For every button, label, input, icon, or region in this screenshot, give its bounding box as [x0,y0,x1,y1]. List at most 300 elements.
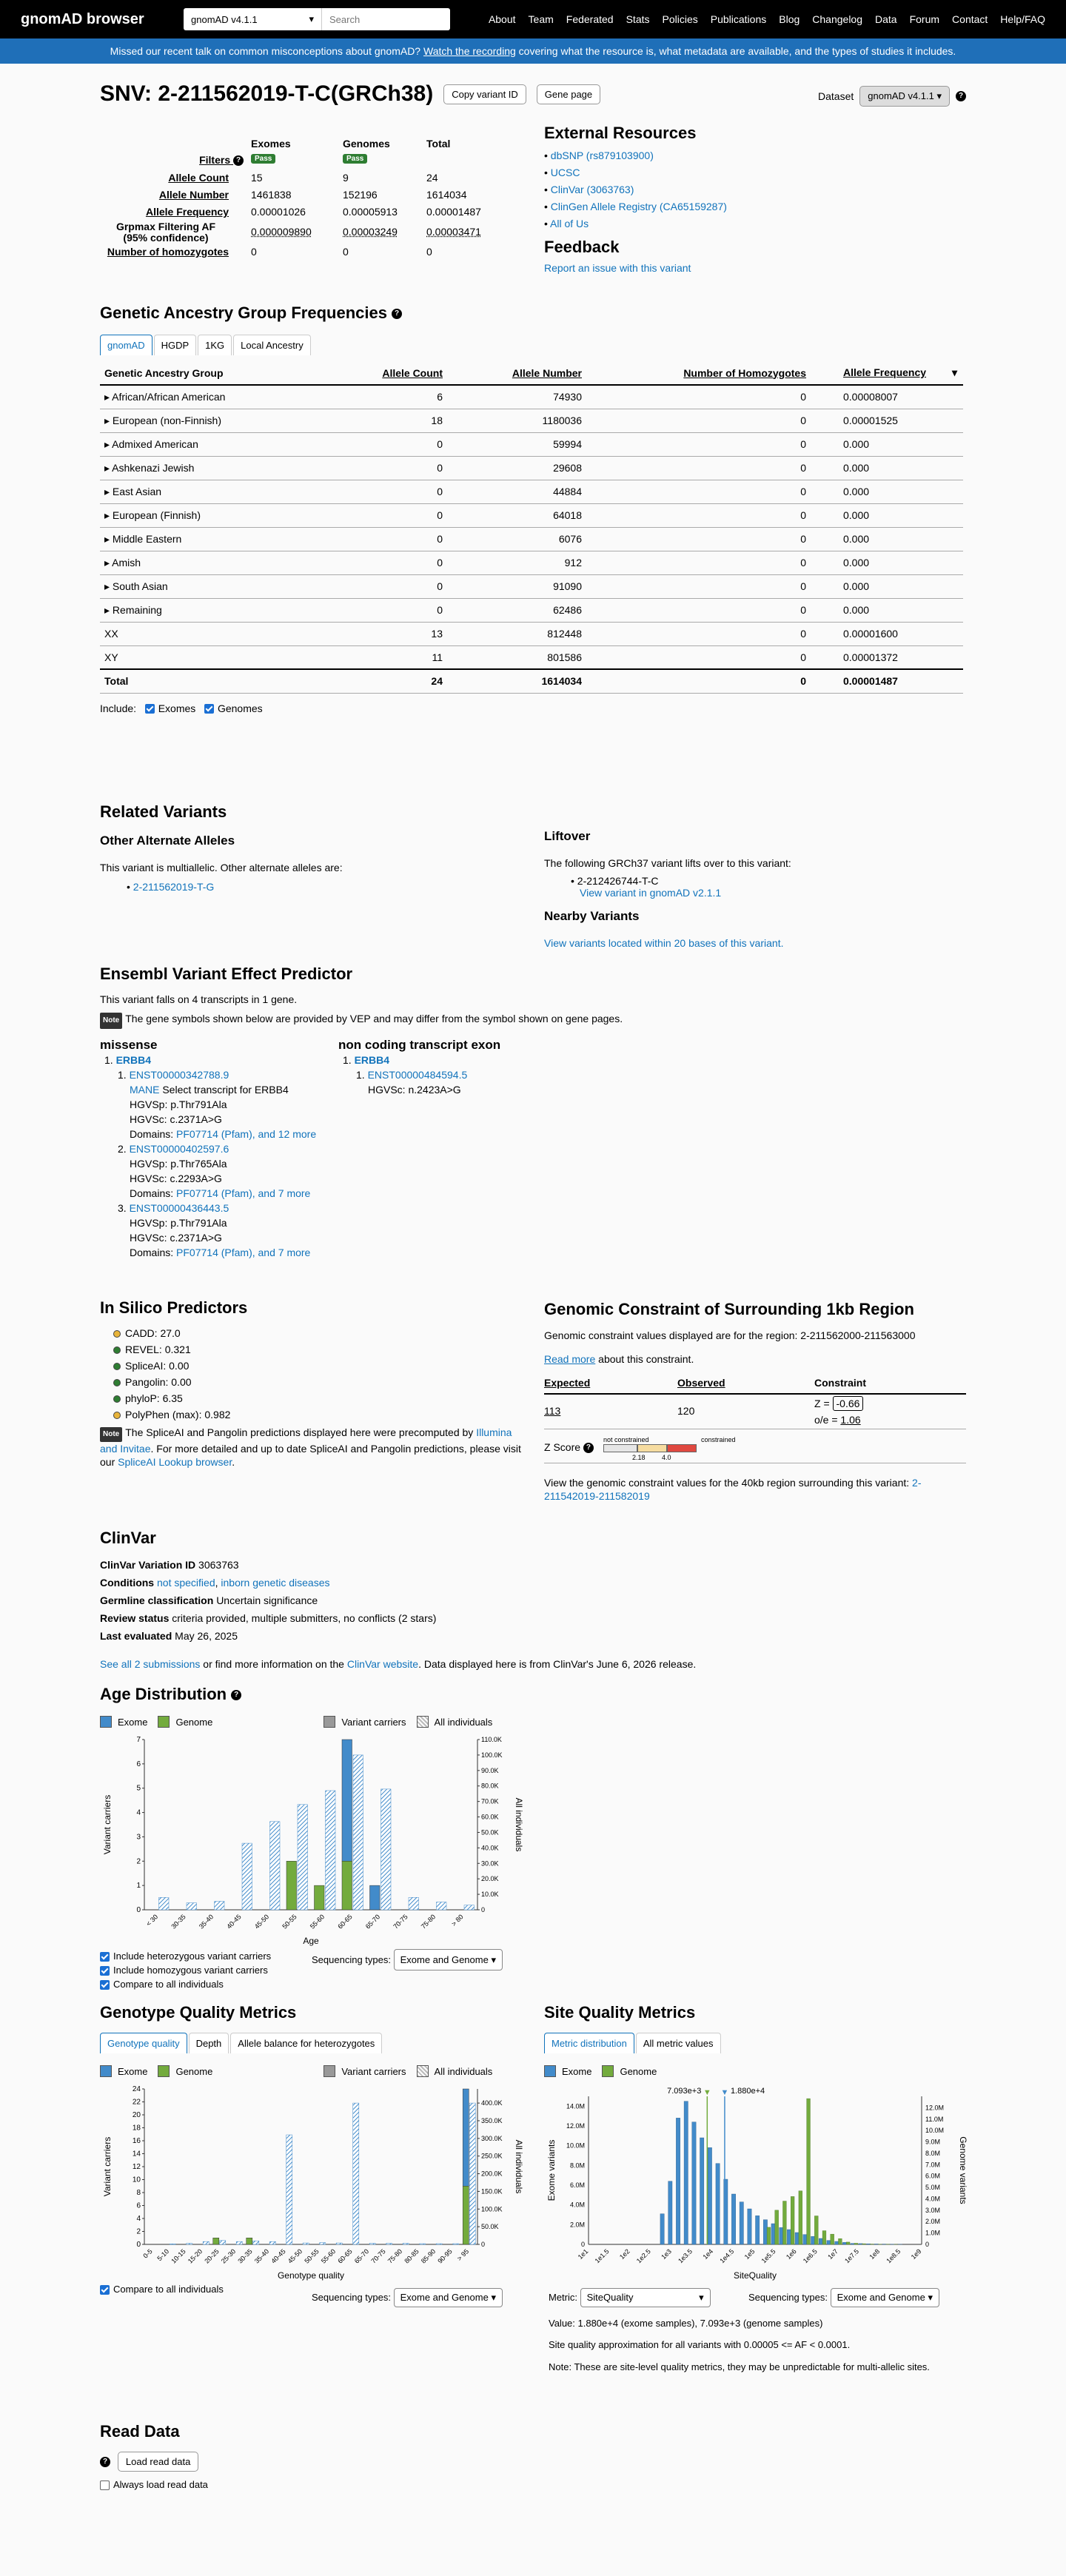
table-cell: 0.00001525 [806,409,963,432]
cell[interactable]: 0.000009890 [251,226,312,238]
x-tick-label: 40-45 [269,2247,287,2265]
related-title: Related Variants [100,802,227,821]
x-tick-label: < 30 [144,1913,160,1928]
clinvar-link[interactable]: ClinVar (3063763) [550,184,634,195]
all-individuals-bar [303,2243,309,2244]
x-tick-label: 1e5 [742,2247,757,2261]
help-icon[interactable]: ? [100,2457,110,2467]
table-cell: 0.000 [806,432,963,456]
domains-label: Domains: [130,1247,177,1258]
x-tick-label: 90-95 [436,2247,454,2265]
all-individuals-bar [437,1902,447,1910]
exome-bar [660,2214,664,2244]
help-icon[interactable]: ? [231,1690,241,1700]
table-cell: 0 [582,480,806,503]
nav-link-team[interactable]: Team [528,13,554,25]
y2-tick-label: 110.0K [481,1736,502,1743]
table-cell: 44884 [443,480,582,503]
conditions-label: Conditions [100,1577,155,1589]
seq-label: Sequencing types: [312,1954,391,1965]
gene-link[interactable]: ERBB4 [115,1054,152,1066]
y2-tick-label: 2.0M [925,2218,941,2226]
table-cell: 0 [582,645,806,669]
noncoding-title: non coding transcript exon [338,1038,501,1052]
germline-label: Germline classification [100,1594,214,1606]
exome-bar [811,2236,815,2244]
nav-link-forum[interactable]: Forum [909,13,940,25]
x-tick-label: 0-5 [141,2247,154,2260]
exome-bar [787,2230,791,2244]
table-cell: 18 [354,409,443,432]
table-cell: 0 [354,527,443,551]
domains-link[interactable]: PF07714 (Pfam), and 12 more [176,1128,317,1140]
constrained-label: constrained [701,1436,736,1443]
transcript-link[interactable]: ENST00000436443.5 [129,1202,229,1214]
y2-tick-label: 50.0K [481,2223,499,2231]
genome-bar [315,1885,325,1910]
x-tick-label: 80-85 [403,2247,420,2265]
expand-icon: ▸ [104,485,113,497]
zscore-label: Z Score ? [544,1441,594,1453]
spliceai-lookup-link[interactable]: SpliceAI Lookup browser [118,1456,232,1468]
banner-link[interactable]: Watch the recording [423,45,516,57]
compare-label: Compare to all individuals [113,2284,224,2295]
y2-tick-label: 20.0K [481,1875,499,1883]
nav-link-stats[interactable]: Stats [626,13,650,25]
help-icon[interactable]: ? [583,1443,594,1453]
y-tick-label: 5 [136,1784,141,1793]
table-row [100,432,963,456]
scale-tick: 4.0 [662,1454,671,1461]
vep-title: Ensembl Variant Effect Predictor [100,965,353,983]
nav-link-contact[interactable]: Contact [952,13,988,25]
feedback-title: Feedback [544,238,620,256]
hgvsp: HGVSp: p.Thr765Ala [130,1158,227,1170]
read-data-section [100,2422,522,2490]
hgvsp: HGVSp: p.Thr791Ala [130,1099,227,1110]
pass-badge-genomes: Pass [343,154,367,164]
all-individuals-bar [270,1822,281,1910]
genotype-quality-section [100,2003,522,2313]
expand-icon: ▸ [104,390,113,403]
table-cell[interactable]: ▸ Ashkenazi Jewish [100,456,354,480]
y2-tick-label: 40.0K [481,1844,499,1852]
cell: 0 [251,246,257,258]
table-cell: 0.00001600 [806,622,963,645]
all-individuals-bar [242,1843,252,1910]
genome-bar [854,2243,858,2244]
genomes-checkbox[interactable] [204,704,214,714]
legend-all: All individuals [434,2065,493,2077]
legend-exome: Exome [118,1716,148,1728]
y2-tick-label: 10.0K [481,1891,499,1899]
cell[interactable]: 0.00003471 [426,226,481,238]
x-axis-label: Age [303,1936,319,1946]
expand-icon: ▸ [104,580,113,592]
observed-value: 120 [677,1405,695,1417]
y-tick-label: 1 [136,1882,141,1891]
legend-all: All individuals [434,1716,493,1728]
heterozygous-checkbox[interactable] [100,1952,110,1962]
exome-swatch [544,2065,556,2077]
condition-link[interactable]: inborn genetic diseases [221,1577,330,1589]
site-logo[interactable]: gnomAD browser [21,10,144,27]
all-of-us-link[interactable]: All of Us [550,218,589,229]
table-cell[interactable]: ▸ European (Finnish) [100,503,354,527]
exome-bar [740,2202,743,2244]
carriers-swatch [324,2065,335,2077]
banner-text: Missed our recent talk on common misconceptions about gnomAD? [110,45,423,57]
domains-link[interactable]: PF07714 (Pfam), and 7 more [176,1247,311,1258]
compare-label: Compare to all individuals [113,1979,224,1990]
x-tick-label: 1e8.5 [885,2247,902,2265]
hgvsc: HGVSc: c.2371A>G [130,1113,222,1125]
y2-tick-label: 3.0M [925,2206,941,2214]
table-cell[interactable]: ▸ European (non-Finnish) [100,409,354,432]
transcript-link[interactable]: ENST00000402597.6 [129,1143,229,1155]
predictor-text: REVEL: 0.321 [125,1344,191,1355]
predictor-text: CADD: 27.0 [125,1327,181,1339]
homozygous-checkbox[interactable] [100,1966,110,1976]
sequencing-select[interactable]: Exome and Genome ▾ [394,1949,503,1970]
legend-exome: Exome [118,2065,148,2077]
y-tick-label: 6 [136,1760,141,1768]
dataset-dropdown[interactable]: gnomAD v4.1.1 ▾ [859,86,950,107]
exomes-checkbox[interactable] [145,704,155,714]
x-tick-label: 60-65 [336,2247,354,2265]
x-tick-label: 25-30 [219,2247,238,2265]
cell[interactable]: 0.00003249 [343,226,398,238]
total-cell: 0 [582,669,806,693]
legend-exome: Exome [562,2065,592,2077]
genome-bar [807,2099,811,2244]
col-genomes: Genomes [343,138,390,150]
y-tick-label: 12 [132,2163,141,2171]
cell: 0 [343,246,349,258]
table-cell: XX [100,622,354,645]
nav-link-blog[interactable]: Blog [779,13,800,25]
table-cell: 0 [582,456,806,480]
age-section [100,1685,522,1991]
table-cell[interactable]: ▸ South Asian [100,574,354,598]
insilico-note-3: . [232,1456,235,1468]
table-row [100,622,963,645]
load-read-data-button[interactable]: Load read data [118,2452,198,2472]
site-quality-section [544,2003,966,2374]
x-tick-label: 30-35 [236,2247,254,2265]
help-icon[interactable]: ? [956,91,966,101]
clingen-link[interactable]: ClinGen Allele Registry (CA65159287) [550,201,727,212]
y2-tick-label: 10.0M [925,2127,945,2135]
gq-sequencing [312,2288,503,2307]
oe-value: o/e = 1.06 [814,1414,861,1426]
table-cell: 0 [582,409,806,432]
transcript-link[interactable]: ENST00000484594.5 [367,1069,468,1081]
x-tick-label: 1e9 [909,2247,923,2261]
tab-hgdp[interactable]: HGDP [154,335,197,355]
nav-link-publications[interactable]: Publications [710,13,767,25]
germline-value: Uncertain significance [216,1594,318,1606]
all-individuals-bar [286,2135,292,2244]
gq-title: Genotype Quality Metrics [100,2003,297,2022]
region-link[interactable]: 2-211542019-211582019 [544,1477,922,1502]
cell: 0 [426,246,432,258]
y-tick-label: 22 [132,2098,141,2107]
gene-link[interactable]: ERBB4 [354,1054,390,1066]
y-tick-label: 0 [136,1906,141,1914]
include-options [100,702,966,714]
y-axis-label: Variant carriers [102,1794,113,1855]
nav-link-about[interactable]: About [488,13,516,25]
clinvar-text: or find more information on the [200,1658,347,1670]
x-tick-label: 45-50 [252,1913,271,1931]
search-input[interactable]: Search [321,8,450,30]
dbsnp-link[interactable]: dbSNP (rs879103900) [550,150,654,161]
metric-select[interactable]: SiteQuality ▾ [580,2288,711,2307]
scale-tick: 2.18 [632,1454,646,1461]
tab-local-ancestry[interactable]: Local Ancestry [233,335,311,355]
liftover-section [544,829,959,949]
sq-sequencing [748,2288,939,2307]
tab-depth[interactable]: Depth [189,2033,229,2053]
y2-tick-label: 0 [481,1906,486,1913]
x-tick-label: > 95 [455,2247,471,2262]
header-allele-frequency[interactable]: Allele Frequency ▾ [806,361,963,385]
table-cell: 0 [582,574,806,598]
compare-checkbox[interactable] [100,2285,110,2295]
predictor-text: PolyPhen (max): 0.982 [125,1409,231,1421]
x-tick-label: 60-65 [336,1913,354,1931]
genome-bar [767,2227,771,2244]
read-more-link[interactable]: Read more [544,1353,596,1365]
exome-bar [463,2089,469,2186]
cell: 15 [251,172,263,184]
review-value: criteria provided, multiple submitters, no conflicts (2 stars) [172,1612,437,1624]
x-tick-label: 40-45 [225,1913,243,1931]
z-score: Z = -0.66 [814,1398,863,1409]
note-badge: Note [100,1427,122,1442]
predictor-item [113,1390,522,1406]
ucsc-link[interactable]: UCSC [550,167,580,178]
exome-bar [700,2138,704,2244]
x-tick-label: 75-80 [386,2247,404,2265]
genome-bar [775,2210,779,2244]
sequencing-select[interactable]: Exome and Genome ▾ [394,2288,503,2307]
x-tick-label: > 80 [450,1913,465,1928]
y-axis-label: Exome variants [546,2139,557,2201]
y2-tick-label: 90.0K [481,1766,499,1774]
exome-swatch [100,1716,112,1728]
alt-allele-link[interactable]: 2-211562019-T-G [133,881,215,893]
table-cell[interactable]: ▸ Middle Eastern [100,527,354,551]
table-cell: 0 [582,385,806,409]
noncoding-column: non coding transcript exon 1. ERBB4 1. ENST00000484594.5 HGVSc: n.2423A>G [338,1038,501,1096]
age-sequencing [312,1949,503,1970]
mane-link[interactable]: MANE [130,1084,160,1096]
missense-title: missense [100,1038,158,1052]
ancestry-section [100,303,966,714]
tab-metric-distribution[interactable]: Metric distribution [544,2033,634,2053]
x-tick-label: 10-15 [170,2247,187,2265]
header-allele-count[interactable]: Allele Count [354,361,443,385]
domains-label: Domains: [130,1128,177,1140]
predictor-item [113,1325,522,1341]
y2-tick-label: 0 [481,2241,486,2248]
sq-tabs [544,2033,966,2053]
all-individuals-bar [409,1897,419,1910]
report-issue-link[interactable]: Report an issue with this variant [544,262,691,274]
ancestry-title: Genetic Ancestry Group Frequencies ? [100,303,966,323]
x-tick-label: 50-55 [303,2247,321,2265]
table-cell: 1180036 [443,409,582,432]
all-swatch [417,2065,429,2077]
age-options [100,1949,522,1991]
x-tick-label: 65-70 [352,2247,371,2265]
help-icon[interactable]: ? [392,309,402,319]
condition-link[interactable]: not specified [157,1577,215,1589]
clinvar-section: ClinVar ClinVar Variation ID 3063763 Conditions not specified, inborn genetic diseases Germline classification Uncertain significance Review status criteria provided, multiple submitters, no conflicts (2 stars) Last evaluated May 26, 2025 See all 2 submissions or find more information on the ClinVar website. Data displayed here is from ClinVar's June 6, 2026 release. [100,1529,966,1673]
nav-link-federated[interactable]: Federated [566,13,614,25]
all-swatch [417,1716,429,1728]
table-cell: 6 [354,385,443,409]
genome-bar [814,2216,818,2244]
banner-text-end: covering what the resource is, what metadata are available, and the types of studies it includes. [515,45,956,57]
genome-bar [247,2238,252,2244]
x-tick-label: 30-35 [170,1913,187,1931]
sq-title: Site Quality Metrics [544,2003,696,2022]
table-cell: 0.00008007 [806,385,963,409]
tab-genotype-quality[interactable]: Genotype quality [100,2033,187,2053]
compare-checkbox[interactable] [100,1980,110,1990]
genome-bar [822,2231,826,2244]
cell: 0.00001487 [426,206,481,218]
nav-link-policies[interactable]: Policies [662,13,698,25]
table-cell: 0 [354,480,443,503]
all-individuals-bar [253,2241,259,2244]
pass-badge-exomes: Pass [251,154,275,164]
x-tick-label: 1e3.5 [677,2247,694,2265]
genome-swatch [158,1716,170,1728]
col-expected: Expected [544,1377,591,1389]
sort-icon: ▾ [951,366,957,378]
table-cell: 801586 [443,645,582,669]
hgvsc: HGVSc: n.2423A>G [368,1084,461,1096]
tab-all-metrics[interactable]: All metric values [636,2033,721,2053]
table-cell[interactable]: ▸ Remaining [100,598,354,622]
table-cell[interactable]: ▸ Amish [100,551,354,574]
x-tick-label: 1e2.5 [634,2247,652,2265]
tab-1kg[interactable]: 1KG [198,335,232,355]
predictor-text: Pangolin: 0.00 [125,1376,192,1388]
see-submissions-link[interactable]: See all 2 submissions [100,1658,201,1670]
legend-carriers: Variant carriers [341,1716,406,1728]
domains-label: Domains: [130,1187,177,1199]
all-individuals-bar [269,2241,275,2244]
row-label-allele-frequency: Allele Frequency [145,206,229,218]
genome-bar [791,2196,794,2244]
table-row [100,385,963,409]
transcript-link[interactable]: ENST00000342788.9 [129,1069,229,1081]
col-total: Total [426,138,451,150]
row-label-grpmax: Grpmax Filtering AF (95% confidence) [115,221,216,244]
related-variants: Related Variants Other Alternate Alleles This variant is multiallelic. Other alternate alleles are: • 2-211562019-T-G [100,802,966,893]
table-cell: 64018 [443,503,582,527]
exome-bar [842,2242,846,2244]
domains-link[interactable]: PF07714 (Pfam), and 7 more [176,1187,311,1199]
scale-yellow [637,1444,667,1452]
header-group[interactable]: Genetic Ancestry Group [100,361,354,385]
all-individuals-bar [220,2241,226,2244]
insilico-section [100,1300,522,1469]
y-tick-label: 3 [136,1833,141,1842]
y2-tick-label: 400.0K [481,2099,503,2107]
all-individuals-bar [353,2103,359,2244]
y-tick-label: 8 [136,2189,141,2197]
predictor-text: phyloP: 6.35 [125,1392,183,1404]
y2-tick-label: 9.0M [925,2138,941,2146]
tab-allele-balance[interactable]: Allele balance for heterozygotes [230,2033,382,2053]
y2-tick-label: 8.0M [925,2149,941,2157]
nearby-link[interactable]: View variants located within 20 bases of this variant. [544,937,784,949]
exome-bar [668,2181,672,2244]
y2-tick-label: 30.0K [481,1859,499,1868]
header-homozygotes[interactable]: Number of Homozygotes [582,361,806,385]
table-cell[interactable]: ▸ African/African American [100,385,354,409]
table-cell[interactable]: ▸ Admixed American [100,432,354,456]
genome-bar [831,2234,834,2244]
nav-link-help[interactable]: Help/FAQ [1000,13,1045,25]
sq-value: Value: 1.880e+4 (exome samples), 7.093e+3 (genome samples) [549,2318,823,2329]
gene-page-button[interactable]: Gene page [537,84,600,104]
exome-bar [756,2216,760,2244]
header-allele-number[interactable]: Allele Number [443,361,582,385]
announcement-banner [0,38,1066,64]
illumina-link[interactable]: Illumina and Invitae [100,1426,512,1455]
exome-bar [795,2233,799,2244]
tab-gnomad[interactable]: gnomAD [100,335,152,355]
genome-bar [846,2242,850,2244]
y-tick-label: 2 [136,1857,141,1866]
x-tick-label: 15-20 [186,2247,204,2265]
copy-variant-id-button[interactable]: Copy variant ID [443,84,526,104]
heterozygous-label: Include heterozygous variant carriers [113,1951,272,1962]
table-cell[interactable]: ▸ East Asian [100,480,354,503]
vep-text: This variant falls on 4 transcripts in 1 gene. [100,993,298,1005]
table-row [100,503,963,527]
liftover-link[interactable]: View variant in gnomAD v2.1.1 [580,887,722,899]
external-resources-title: External Resources [544,124,697,142]
all-individuals-bar [469,2103,475,2244]
always-load-checkbox[interactable] [100,2481,110,2490]
nav-link-changelog[interactable]: Changelog [812,13,863,25]
legend-genome: Genome [175,2065,213,2077]
table-cell: 0.000 [806,574,963,598]
sequencing-select[interactable]: Exome and Genome ▾ [831,2288,939,2307]
table-cell: 59994 [443,432,582,456]
exome-bar [819,2238,822,2244]
predictor-dot-icon [113,1330,121,1338]
review-label: Review status [100,1612,170,1624]
metric-selector [549,2288,711,2307]
table-cell: 62486 [443,598,582,622]
nav-link-data[interactable]: Data [875,13,897,25]
all-individuals-bar [464,1905,475,1910]
table-cell: 0.00001372 [806,645,963,669]
dataset-select[interactable]: gnomAD v4.1.1 ▾ [184,8,321,30]
table-cell: 13 [354,622,443,645]
clinvar-website-link[interactable]: ClinVar website [346,1658,419,1670]
exome-bar [684,2102,688,2244]
